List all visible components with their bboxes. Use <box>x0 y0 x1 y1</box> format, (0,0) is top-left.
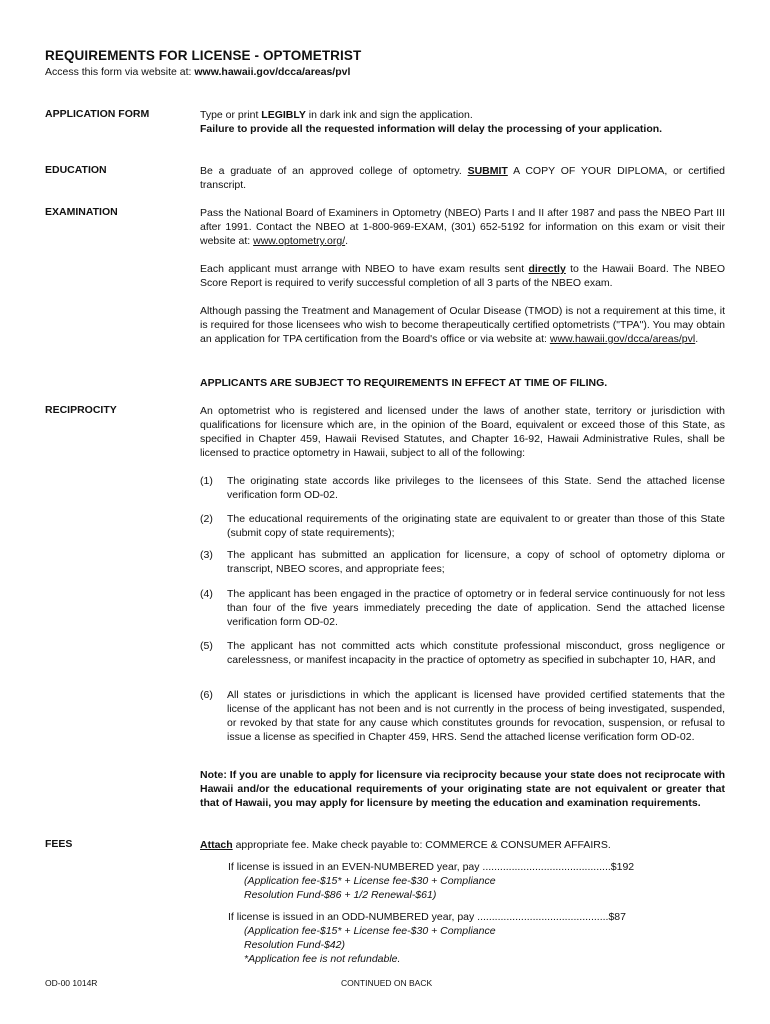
edu-text-a: Be a graduate of an approved college of optometry. <box>200 165 468 177</box>
page-title: REQUIREMENTS FOR LICENSE - OPTOMETRIST <box>45 48 362 63</box>
form-code: OD-00 1014R <box>45 978 98 988</box>
fee-nonrefundable-note: *Application fee is not refundable. <box>244 953 401 965</box>
access-prefix: Access this form via website at: <box>45 66 195 78</box>
list-item-number: (1) <box>200 475 213 487</box>
list-item-number: (6) <box>200 689 213 701</box>
edu-submit: SUBMIT <box>467 165 508 177</box>
continued-on-back: CONTINUED ON BACK <box>341 978 433 988</box>
fee-odd-detail-2: Resolution Fund-$42) <box>244 939 345 951</box>
list-item <box>200 548 725 576</box>
list-item <box>200 688 725 744</box>
list-item-text: The originating state accords like privileges to the licensees of this State. Send the attached license verification form OD-02. <box>227 475 725 501</box>
access-url: www.hawaii.gov/dcca/areas/pvl <box>194 66 351 78</box>
access-line <box>45 66 350 78</box>
list-item-number: (2) <box>200 513 213 525</box>
fees-attach: Attach <box>200 839 233 851</box>
section-label-education: EDUCATION <box>45 164 107 176</box>
fees-payable-to: appropriate fee. Make check payable to: COMMERCE & CONSUMER AFFAIRS. <box>232 839 611 851</box>
education-text <box>200 164 725 192</box>
list-item <box>200 512 725 540</box>
fee-odd-detail-1: (Application fee-$15* + License fee-$30 + Compliance <box>244 925 496 937</box>
examination-p2 <box>200 262 725 290</box>
list-item <box>200 474 725 502</box>
section-label-fees: FEES <box>45 838 73 850</box>
list-item-text: The educational requirements of the originating state are equivalent to or greater than those of this State (submit copy of state requirements); <box>227 513 725 539</box>
list-item-number: (4) <box>200 588 213 600</box>
pvl-website-link[interactable]: www.hawaii.gov/dcca/areas/pvl <box>549 333 696 345</box>
fee-even-detail-2: Resolution Fund-$86 + 1/2 Renewal-$61) <box>244 889 437 901</box>
exam-p1-end: . <box>345 235 349 247</box>
list-item-number: (5) <box>200 640 213 652</box>
examination-p1 <box>200 206 725 248</box>
applicants-subject-notice: APPLICANTS ARE SUBJECT TO REQUIREMENTS IN EFFECT AT TIME OF FILING. <box>200 377 608 389</box>
optometry-org-link[interactable]: www.optometry.org/ <box>253 235 346 247</box>
reciprocity-intro: An optometrist who is registered and licensed under the laws of another state, territory or jurisdiction with qualifications for licensure which are, in the opinion of the Board, equivalent or exceed those of this State, as specified in Chapter 459, Hawaii Revised Statutes, and Chapter 16-92, Hawaii Administrative Rules, shall be licensed to practice optometry in Hawaii, subject to all of the following: <box>200 405 725 459</box>
section-label-reciprocity: RECIPROCITY <box>45 404 117 416</box>
list-item-text: All states or jurisdictions in which the applicant is licensed have provided certified statements that the license of the applicant has not been and is not currently in the process of being investigated, suspended, or revoked by that state for any cause which constitutes grounds for revocation, suspension, or refusal to issue a license as specified in Chapter 459, HRS. Send the attached license verification form OD-02. <box>227 689 725 743</box>
exam-p1-text: Pass the National Board of Examiners in Optometry (NBEO) Parts I and II after 1987 and pass the NBEO Part III after 1991. Contact the NBEO at 1-800-969-EXAM, (301) 652-5192 for information on this exam or visit their website at: <box>200 207 725 247</box>
list-item-text: The applicant has submitted an application for licensure, a copy of school of optometry diploma or transcript, NBEO scores, and appropriate fees; <box>227 549 725 575</box>
edu-text-c: A COPY OF YOUR DIPLOMA, or certified transcript. <box>200 165 725 191</box>
exam-p3-text: Although passing the Treatment and Management of Ocular Disease (TMOD) is not a requirement at this time, it is required for those licensees who wish to become therapeutically certified optometrists ("TPA"). You may obtain an application for TPA certification from the Board's office or via website at: <box>200 305 725 345</box>
app-legibly: LEGIBLY <box>261 109 306 121</box>
exam-p2-a: Each applicant must arrange with NBEO to have exam results sent <box>200 263 529 275</box>
section-label-application-form: APPLICATION FORM <box>45 108 150 120</box>
application-form-text <box>200 108 725 136</box>
fee-odd-year: If license is issued in an ODD-NUMBERED year, pay .............................................$87 <box>228 911 626 923</box>
section-label-examination: EXAMINATION <box>45 206 118 218</box>
fee-even-detail-1: (Application fee-$15* + License fee-$30 + Compliance <box>244 875 496 887</box>
exam-p2-c: to the Hawaii Board. The NBEO Score Report is required to verify successful completion of all 3 parts of the NBEO exam. <box>200 263 726 289</box>
app-line1-c: in dark ink and sign the application. <box>305 109 473 121</box>
fee-even-year: If license is issued in an EVEN-NUMBERED year, pay ............................................$192 <box>228 861 635 873</box>
examination-p3 <box>200 304 725 346</box>
list-item-number: (3) <box>200 549 213 561</box>
exam-directly: directly <box>528 263 566 275</box>
list-item <box>200 587 725 629</box>
fees-attach-line <box>200 838 725 852</box>
app-line1-a: Type or print <box>200 109 262 121</box>
list-item <box>200 639 725 667</box>
list-item-text: The applicant has not committed acts which constitute professional misconduct, gross negligence or carelessness, or manifest incapacity in the practice of optometry as specified in subchapter 10, HAR, and <box>227 640 725 666</box>
app-warning: Failure to provide all the requested information will delay the processing of your application. <box>200 123 663 135</box>
exam-p3-end: . <box>695 333 699 345</box>
list-item-text: The applicant has been engaged in the practice of optometry or in federal service continuously for not less than four of the five years immediately preceding the date of application. Send the attached license verification form OD-02. <box>227 588 725 628</box>
reciprocity-note: Note: If you are unable to apply for licensure via reciprocity because your state does not reciprocate with Hawaii and/or the educational requirements of your originating state are not equivalent or greater that that of Hawaii, you may apply for licensure by meeting the education and examination requirements. <box>200 769 725 809</box>
